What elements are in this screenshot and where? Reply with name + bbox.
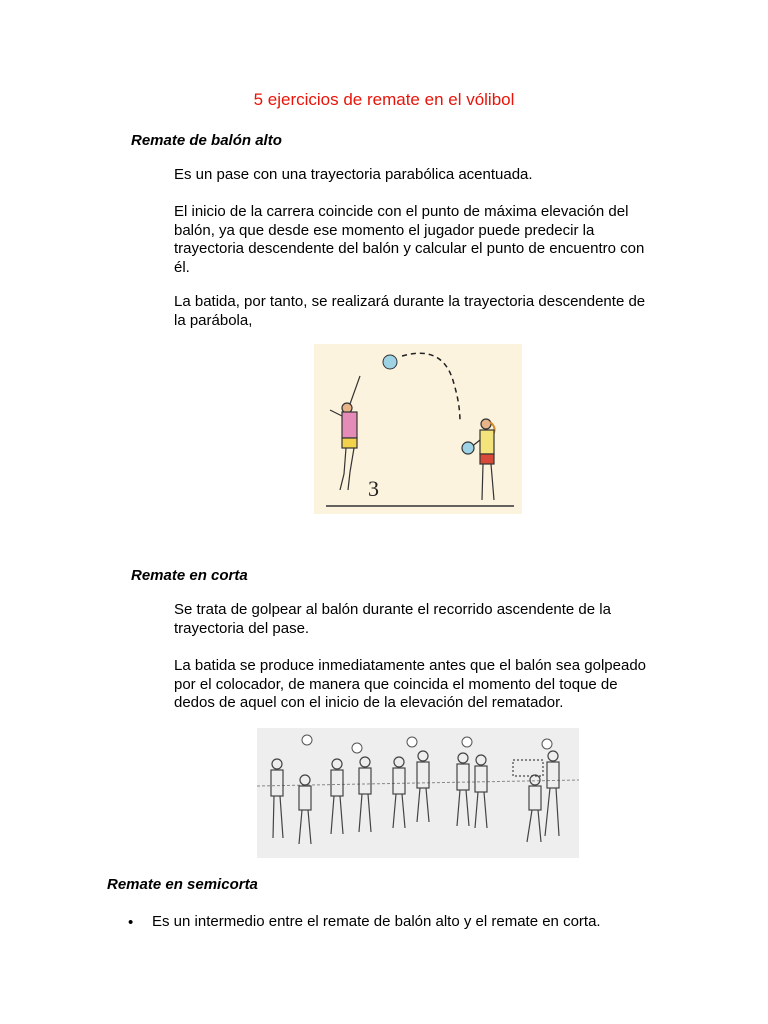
- section-heading-semicorta: Remate en semicorta: [107, 876, 258, 893]
- section-heading-balon-alto: Remate de balón alto: [131, 132, 282, 149]
- figure-high-ball-spike: [314, 344, 522, 514]
- volleyball: [383, 355, 397, 369]
- paragraph: Es un pase con una trayectoria parabólica acentuada.: [174, 166, 533, 183]
- figure-short-spike-sequence: [257, 728, 579, 858]
- section-heading-corta: Remate en corta: [131, 567, 248, 584]
- paragraph: La batida, por tanto, se realizará durante la trayectoria descendente de la parábola,: [174, 293, 646, 329]
- bullet-item: Es un intermedio entre el remate de balón alto y el remate en corta.: [152, 913, 601, 930]
- paragraph: La batida se produce inmediatamente antes que el balón sea golpeado por el colocador, de manera que coincida el momento del toque de dedos de aquel con el inicio de la elevación del rematador.: [174, 657, 647, 711]
- paragraph: El inicio de la carrera coincide con el punto de máxima elevación del balón, ya que desde ese momento el jugador puede predecir la trayectoria descendente del balón y calcular el punto de encuentro con él.: [174, 203, 645, 276]
- figure-label: 3: [368, 476, 379, 501]
- document-title: 5 ejercicios de remate en el vólibol: [253, 90, 515, 109]
- bullet-icon: •: [128, 914, 134, 931]
- paragraph: Se trata de golpear al balón durante el recorrido ascendente de la trayectoria del pase.: [174, 601, 611, 637]
